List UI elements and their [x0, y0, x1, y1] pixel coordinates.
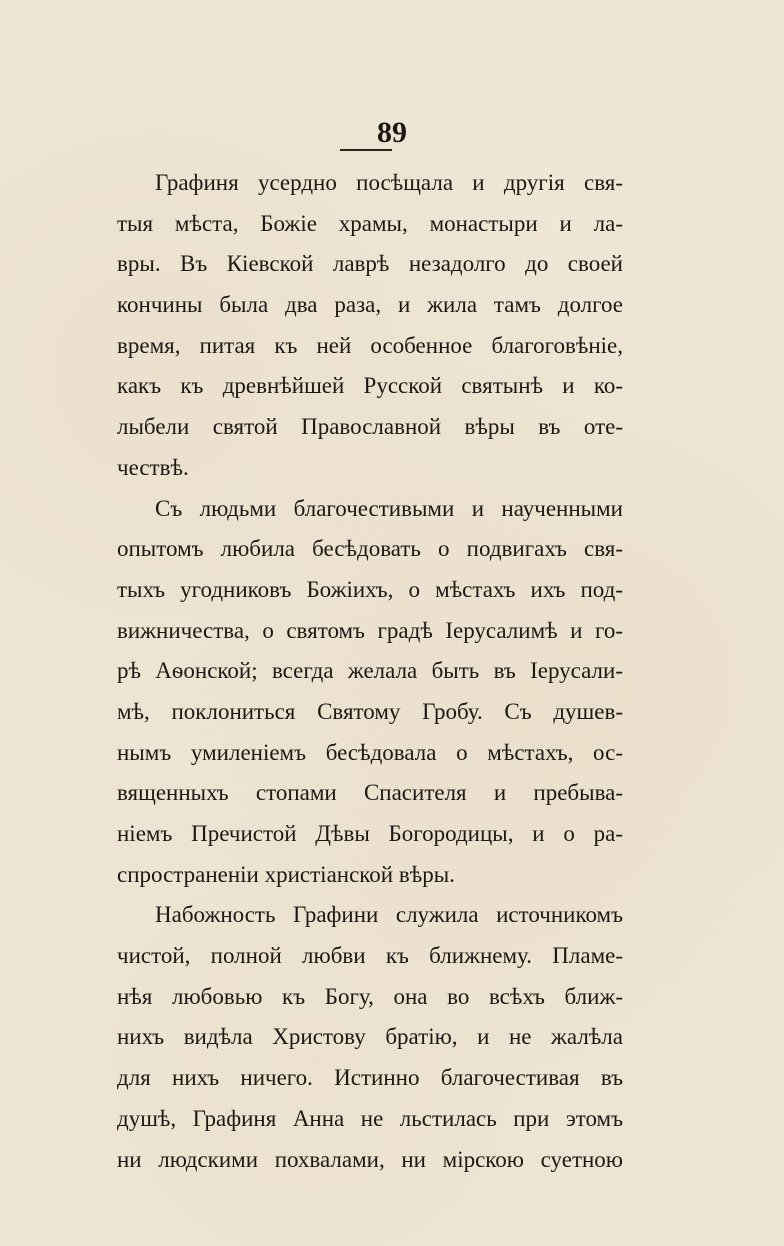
- text-line: какъ къ древнѣйшей Русской святынѣ и ко-: [117, 373, 623, 399]
- text-line: вященныхъ стопами Спасителя и пребыва-: [117, 780, 623, 806]
- page-number: 89: [377, 116, 407, 149]
- text-line: время, питая къ ней особенное благоговѣніе,: [117, 332, 623, 358]
- text-line: чествѣ.: [117, 454, 189, 480]
- text-line: ни людскими похвалами, ни мірскою суетною: [117, 1146, 623, 1172]
- text-line: тыя мѣста, Божіе храмы, монастыри и ла-: [117, 210, 623, 236]
- text-line: тыхъ угодниковъ Божіихъ, о мѣстахъ ихъ под-: [117, 576, 623, 602]
- text-line: нѣя любовью къ Богу, она во всѣхъ ближ-: [117, 983, 623, 1009]
- text-line: кончины была два раза, и жила тамъ долгое: [117, 292, 623, 318]
- text-line: лыбели святой Православной вѣры въ оте-: [117, 414, 623, 440]
- text-line: вры. Въ Кіевской лаврѣ незадолго до своей: [117, 251, 623, 277]
- text-line: опытомъ любила бесѣдовать о подвигахъ свя-: [117, 536, 623, 562]
- text-line: ніемъ Пречистой Дѣвы Богородицы, и о ра-: [117, 821, 623, 846]
- text-line: нымъ умиленіемъ бесѣдовала о мѣстахъ, ос-: [117, 739, 623, 765]
- text-line: чистой, полной любви къ ближнему. Пламе-: [117, 943, 623, 969]
- text-line: душѣ, Графиня Анна не льстилась при этомъ: [117, 1105, 623, 1131]
- text-line: нихъ видѣла Христову братію, и не жалѣла: [117, 1024, 623, 1050]
- text-line: мѣ, поклониться Святому Гробу. Съ душев-: [117, 698, 623, 724]
- text-line: для нихъ ничего. Истинно благочестивая въ: [117, 1065, 623, 1091]
- text-line: спространеніи христіанской вѣры.: [117, 861, 455, 887]
- text-line: Графиня усердно посѣщала и другія свя-: [155, 170, 623, 195]
- page-number-rule: [340, 149, 392, 151]
- text-line: рѣ Аѳонской; всегда желала быть въ Іерусали-: [117, 658, 623, 684]
- text-line: Съ людьми благочестивыми и наученными: [155, 495, 623, 521]
- text-line: Набожность Графини служила источникомъ: [155, 902, 623, 928]
- text-line: вижничества, о святомъ градѣ Іерусалимѣ и го-: [117, 617, 623, 643]
- body-text: [117, 163, 623, 1180]
